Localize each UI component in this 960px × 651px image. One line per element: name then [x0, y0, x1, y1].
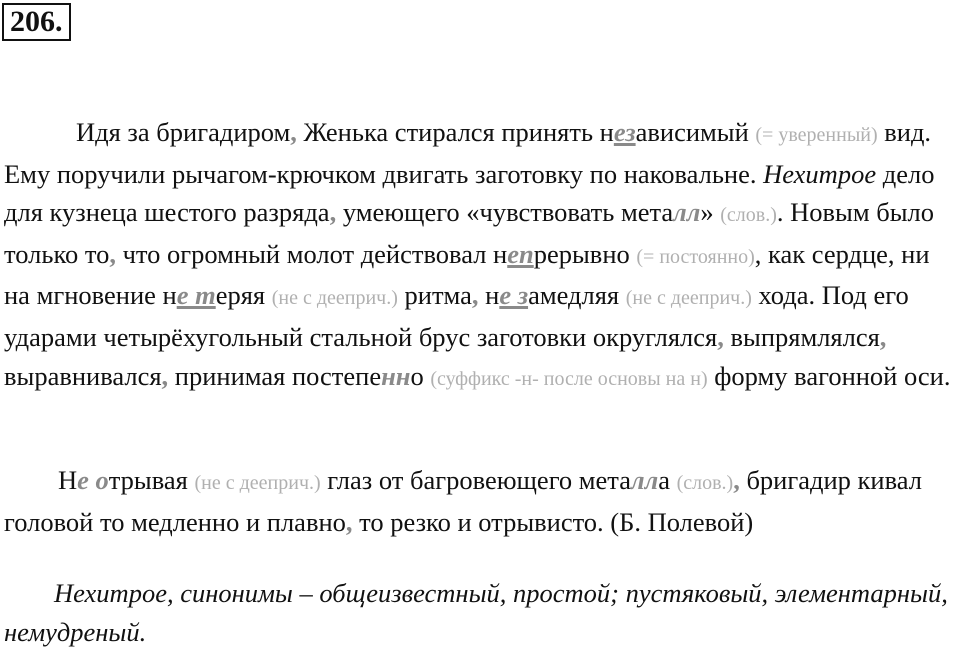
text-run: хода. Под его ударами четырёхугольный стальной брус заготовки округлялся	[4, 280, 909, 352]
spelling-highlight: еп	[507, 238, 534, 269]
grammar-note: (= постоянно)	[636, 245, 755, 268]
text-run: бригадир кивал головой то медленно и плавно	[4, 465, 922, 537]
text-run: о	[410, 360, 431, 391]
text-run: . Новым было только то	[4, 197, 934, 269]
grammar-note: (слов.)	[720, 204, 777, 227]
spelling-highlight: е о	[77, 465, 109, 495]
grammar-note: (не с дееприч.)	[271, 287, 398, 310]
text-run: , как сердце, ни на мгновение н	[4, 238, 930, 311]
exercise-number: 206.	[2, 3, 71, 41]
text-run: а	[658, 465, 677, 495]
text-run: трывая	[108, 465, 195, 495]
grammar-note: (суффикс -н- после основы на н)	[430, 367, 708, 390]
punctuation-mark: ,	[329, 197, 337, 228]
synonyms-text: Нехитрое, синонимы – общеизвестный, простой; пустяковый, элементарный, немудреный.	[4, 578, 948, 647]
text-run: принимая постепе	[168, 360, 382, 391]
spelling-highlight: ез	[613, 117, 636, 147]
paragraph-1	[4, 113, 956, 398]
grammar-note: (не с дееприч.)	[194, 472, 321, 494]
punctuation-mark: ,	[345, 506, 353, 537]
text-run: форму вагонной оси.	[707, 360, 951, 391]
text-run: вид. Ему поручили рычагом-крючком двигать заготовку по наковальне.	[4, 117, 932, 189]
text-run: »	[700, 197, 721, 228]
synonyms-note	[4, 574, 956, 651]
text-run: еряя	[215, 280, 272, 311]
grammar-note: (слов.)	[676, 472, 734, 494]
punctuation-mark: ,	[879, 321, 887, 352]
text-run: ритма	[397, 280, 472, 311]
paragraph-2	[4, 461, 956, 541]
grammar-note: (не с дееприч.)	[625, 287, 752, 310]
text-run: ависимый	[635, 117, 756, 147]
text-run: Женька стирался принять н	[296, 117, 614, 147]
punctuation-mark: ,	[161, 360, 169, 391]
punctuation-mark: ,	[290, 117, 297, 147]
spelling-highlight: е з	[499, 280, 529, 311]
spelling-highlight: е т	[176, 280, 216, 311]
punctuation-mark: ,	[733, 465, 740, 495]
italic-word: Нехитрое	[763, 158, 877, 189]
text-run: что огромный молот действовал н	[115, 238, 508, 269]
punctuation-mark: ,	[109, 238, 116, 269]
text-run: то резко и отрывисто. (Б. Полевой)	[352, 506, 754, 537]
spelling-highlight: нн	[381, 360, 411, 391]
text-run: рерывно	[533, 238, 637, 269]
text-run: умеющего «чувствовать мета	[336, 197, 674, 228]
punctuation-mark: ,	[717, 321, 724, 352]
text-run: выпрямлялся	[723, 321, 880, 352]
grammar-note: (= уверенный)	[755, 124, 878, 146]
text-run: амедляя	[528, 280, 626, 311]
text-run: дело для кузнеца шестого разряда	[4, 158, 935, 228]
text-run: выравнивался	[4, 360, 162, 391]
spelling-highlight: лл	[673, 197, 701, 228]
punctuation-mark: ,	[471, 280, 479, 311]
spelling-highlight: лл	[630, 465, 659, 495]
text-run: н	[478, 280, 500, 311]
text-run: Идя за бригадиром	[76, 117, 291, 147]
text-run: Н	[58, 465, 78, 495]
text-run: глаз от багровеющего мета	[320, 465, 631, 495]
